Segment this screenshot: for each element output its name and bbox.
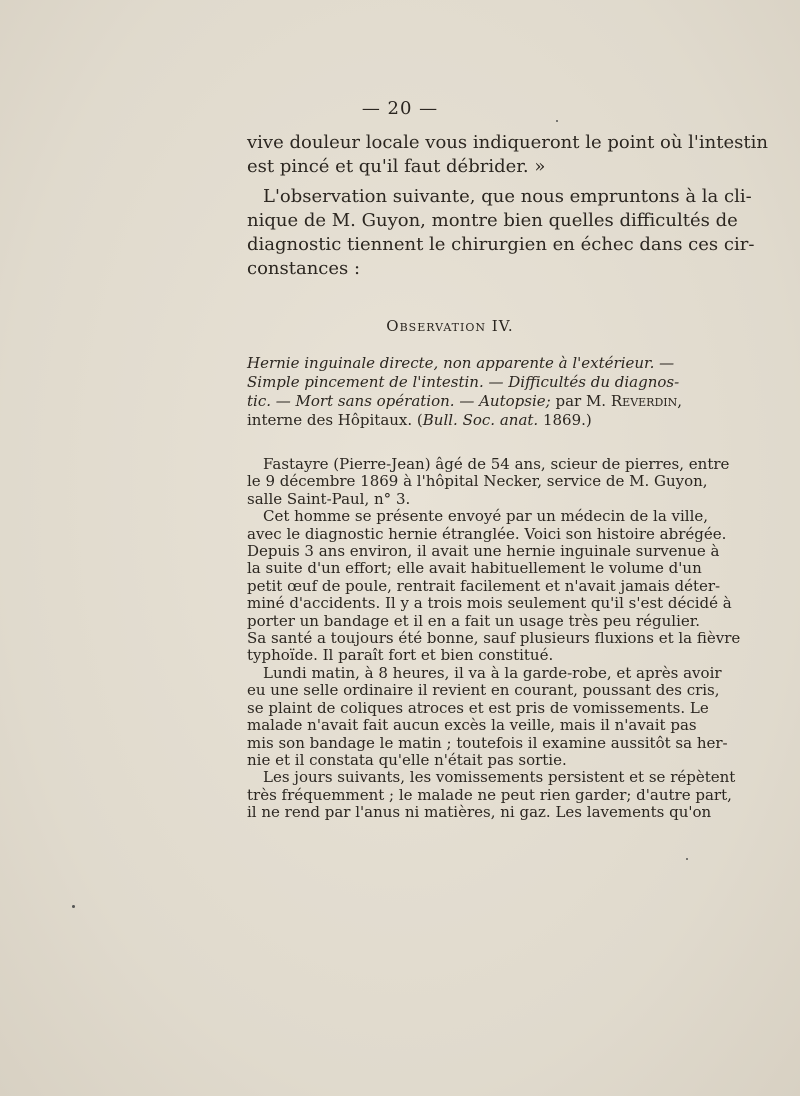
body-line: nie et il constata qu'elle n'était pas sortie. [247,750,567,769]
source-year: 1869.) [542,411,592,429]
body-line: mis son bandage le matin ; toutefois il examine aussitôt sa her- [247,733,728,752]
body-line: miné d'accidents. Il y a trois mois seulement qu'il s'est décidé à [247,594,732,613]
observation-heading-number: IV. [491,317,514,335]
body-line: eu une selle ordinaire il revient en courant, poussant des cris, [247,681,720,700]
body-line: Depuis 3 ans environ, il avait une hernie inguinale survenue à [247,542,720,561]
intro-paragraph-1 [247,131,768,179]
intro-paragraph-2 [247,185,755,281]
paper-speck [556,120,558,122]
title-line: Simple pincement de l'intestin. — Difficultés du diagnos- [247,373,680,391]
author-name: Reverdin, [610,392,683,410]
text-line: L'observation suivante, que nous empruntons à la cli- [263,186,752,207]
text-line: diagnostic tiennent le chirurgien en échec dans ces cir- [247,234,755,255]
body-line: Fastayre (Pierre-Jean) âgé de 54 ans, scieur de pierres, entre [263,455,730,473]
observation-title [247,354,683,430]
author-role: interne des Hôpitaux. ( [247,411,423,429]
body-line: typhoïde. Il paraît fort et bien constitué. [247,646,554,665]
body-line: très fréquemment ; le malade ne peut rien garder; d'autre part, [247,785,732,804]
body-line: salle Saint-Paul, n° 3. [247,489,411,508]
text-line: est pincé et qu'il faut débrider. » [247,156,546,177]
observation-heading [0,317,800,335]
title-line-text: tic. — Mort sans opération. — Autopsie; [247,392,551,410]
body-line: avec le diagnostic hernie étranglée. Voici son histoire abrégée. [247,524,727,543]
body-line: malade n'avait fait aucun excès la veille, mais il n'avait pas [247,716,697,735]
paper-speck [686,858,688,860]
title-line: Hernie inguinale directe, non apparente à l'extérieur. — [247,354,675,372]
title-line-with-author [247,392,683,411]
paper-speck [72,905,75,908]
body-line: il ne rend par l'anus ni matières, ni gaz. Les lavements qu'on [247,803,712,822]
body-line: Lundi matin, à 8 heures, il va à la garde-robe, et après avoir [263,663,722,682]
observation-heading-word: Observation [386,317,486,335]
text-line: constances : [247,258,361,279]
body-line: le 9 décembre 1869 à l'hôpital Necker, service de M. Guyon, [247,472,708,491]
page-number: — 20 — [361,98,439,119]
source-journal: Bull. Soc. anat. [422,411,539,429]
body-line: porter un bandage et il en a fait un usage très peu régulier. [247,611,701,630]
body-line: Cet homme se présente envoyé par un médecin de la ville, [263,507,709,526]
source-line [247,411,654,430]
text-line: vive douleur locale vous indiqueront le point où l'intestin [247,132,768,153]
author-prefix: par M. [555,392,607,410]
text-line: nique de M. Guyon, montre bien quelles difficultés de [247,210,738,231]
body-line: Les jours suivants, les vomissements persistent et se répètent [263,768,736,787]
body-line: se plaint de coliques atroces et est pris de vomissements. Le [247,698,709,717]
body-line: la suite d'un effort; elle avait habituellement le volume d'un [247,559,702,578]
observation-body [247,455,741,822]
body-line: Sa santé a toujours été bonne, sauf plusieurs fluxions et la fièvre [247,629,741,648]
body-line: petit œuf de poule, rentrait facilement et n'avait jamais déter- [247,576,721,595]
